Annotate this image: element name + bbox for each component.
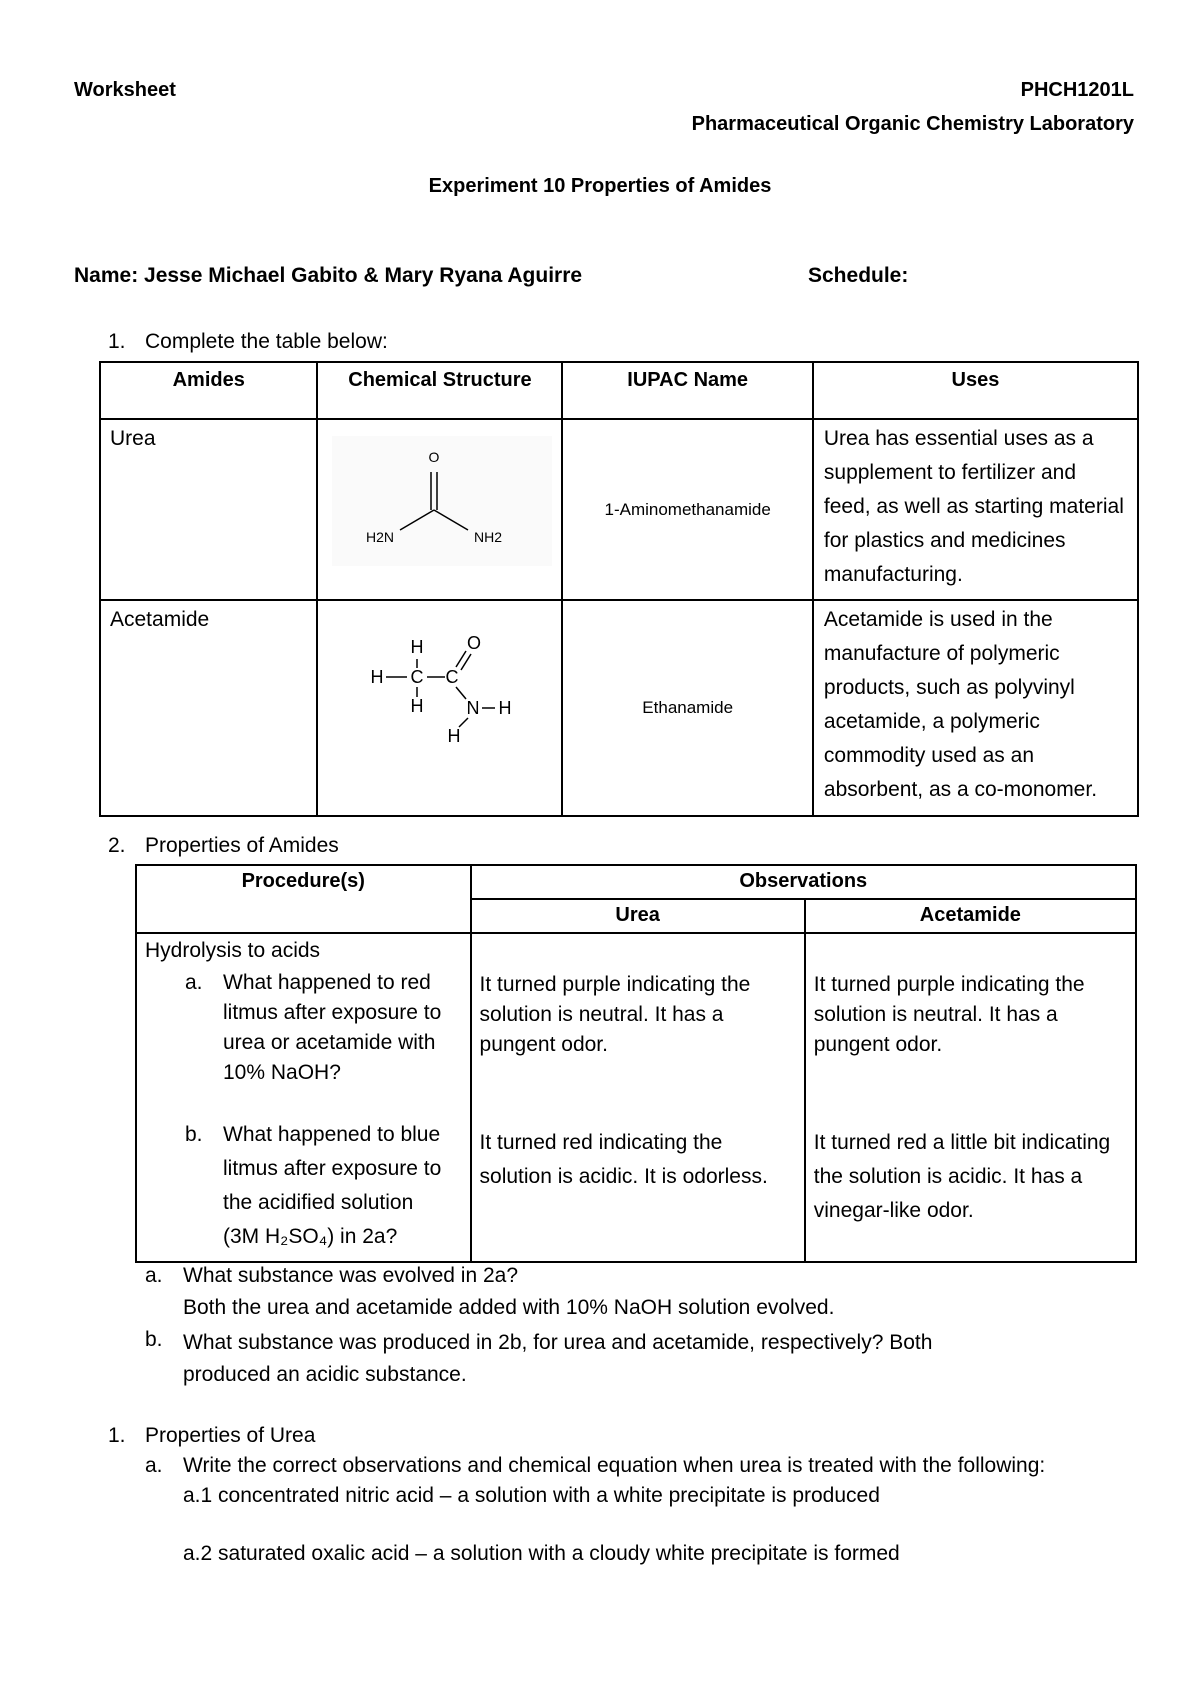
procedure-section-title: Hydrolysis to acids bbox=[145, 939, 321, 962]
table-header-row bbox=[136, 865, 1136, 899]
procedure-list bbox=[145, 968, 462, 1254]
amide-name: Acetamide bbox=[100, 600, 317, 816]
schedule-label: Schedule: bbox=[808, 264, 909, 287]
uses-text: Acetamide is used in the manufacture of polymeric products, such as polyvinyl acetamide, a polymeric commodity used as an absorbent, as a co-monomer. bbox=[813, 600, 1138, 816]
urea-observations-cell bbox=[471, 933, 805, 1262]
acetamide-observations-cell bbox=[805, 933, 1136, 1262]
acetamide-structure-cell bbox=[317, 600, 562, 816]
procedure-cell bbox=[136, 933, 471, 1262]
followup-b-text: What substance was produced in 2b, for urea and acetamide, respectively? Both produced an acidic substance. bbox=[183, 1331, 933, 1386]
table-header-row bbox=[100, 362, 1138, 419]
header-structure: Chemical Structure bbox=[317, 362, 562, 419]
q2-number: 2. bbox=[108, 834, 126, 857]
iupac-name: 1-Aminomethanamide bbox=[562, 419, 812, 600]
acetamide-c2: C bbox=[445, 667, 459, 687]
name-line: Name: Jesse Michael Gabito & Mary Ryana Aguirre bbox=[74, 264, 583, 287]
q3-label: Properties of Urea bbox=[145, 1424, 316, 1447]
course-name: Pharmaceutical Organic Chemistry Laboratory bbox=[691, 113, 1134, 135]
list-item bbox=[145, 968, 462, 1088]
procedure-question: What happened to blue litmus after exposure to the acidified solution bbox=[223, 1123, 442, 1214]
header-procedure: Procedure(s) bbox=[136, 865, 471, 933]
acetamide-c1: C bbox=[410, 667, 424, 687]
followup-a-question: What substance was evolved in 2a? bbox=[183, 1264, 519, 1287]
acetamide-observation-a: It turned purple indicating the solution is neutral. It has a pungent odor. bbox=[813, 973, 1085, 1056]
list-marker: a. bbox=[185, 971, 203, 994]
urea-observation-b: It turned red indicating the solution is acidic. It is odorless. bbox=[479, 1131, 768, 1188]
acetamide-h-n: H bbox=[498, 698, 512, 718]
procedure-question: What happened to red litmus after exposure to urea or acetamide with 10% NaOH? bbox=[223, 971, 442, 1084]
urea-observation-a: It turned purple indicating the solution is neutral. It has a pungent odor. bbox=[479, 973, 751, 1056]
acetamide-h-top: H bbox=[410, 637, 424, 657]
worksheet-label: Worksheet bbox=[74, 79, 176, 101]
q2-label: Properties of Amides bbox=[145, 834, 339, 857]
q3-a2: a.2 saturated oxalic acid – a solution with a cloudy white precipitate is formed bbox=[183, 1542, 900, 1565]
urea-nh2-label: NH2 bbox=[474, 529, 503, 545]
header-acetamide: Acetamide bbox=[805, 899, 1136, 933]
followup-a-answer: Both the urea and acetamide added with 10% NaOH solution evolved. bbox=[183, 1296, 835, 1319]
q3-sub-text: Write the correct observations and chemical equation when urea is treated with the following: bbox=[183, 1454, 1046, 1477]
header-uses: Uses bbox=[813, 362, 1138, 419]
amide-name: Urea bbox=[100, 419, 317, 600]
course-code: PHCH1201L bbox=[1020, 79, 1134, 101]
list-marker: b. bbox=[185, 1123, 203, 1146]
procedure-question-tail: (3M H₂SO₄) in 2a? bbox=[223, 1225, 398, 1248]
acetamide-structure-image bbox=[318, 601, 559, 804]
uses-text: Urea has essential uses as a supplement to fertilizer and feed, as well as starting material for plastics and medicines manufacturing. bbox=[813, 419, 1138, 600]
acetamide-h-left: H bbox=[370, 667, 384, 687]
q1-label: Complete the table below: bbox=[145, 330, 388, 353]
list-item bbox=[145, 1118, 462, 1254]
urea-h2n-label: H2N bbox=[366, 529, 395, 545]
q3-number: 1. bbox=[108, 1424, 126, 1447]
acetamide-h-bottom: H bbox=[410, 696, 424, 716]
iupac-name: Ethanamide bbox=[562, 600, 812, 816]
urea-structure-cell bbox=[317, 419, 562, 600]
header-observations: Observations bbox=[471, 865, 1136, 899]
header-urea: Urea bbox=[471, 899, 805, 933]
table-row bbox=[136, 933, 1136, 1262]
amides-table bbox=[99, 361, 1139, 817]
page-title: Experiment 10 Properties of Amides bbox=[428, 175, 772, 197]
q1-number: 1. bbox=[108, 330, 126, 353]
header-iupac: IUPAC Name bbox=[562, 362, 812, 419]
acetamide-o: O bbox=[467, 633, 482, 653]
acetamide-observation-b: It turned red a little bit indicating the solution is acidic. It has a vinegar-like odor. bbox=[813, 1131, 1111, 1222]
urea-o-label: O bbox=[429, 449, 440, 465]
header-amides: Amides bbox=[100, 362, 317, 419]
table-row bbox=[100, 600, 1138, 816]
followup-a-marker: a. bbox=[145, 1264, 163, 1287]
urea-structure-image bbox=[318, 420, 559, 588]
followup-b-marker: b. bbox=[145, 1328, 163, 1351]
q3-sub-marker: a. bbox=[145, 1454, 163, 1477]
acetamide-h-n2: H bbox=[447, 726, 461, 746]
properties-table bbox=[135, 864, 1137, 1263]
q3-a1: a.1 concentrated nitric acid – a solution with a white precipitate is produced bbox=[183, 1484, 880, 1507]
table-row bbox=[100, 419, 1138, 600]
acetamide-n: N bbox=[466, 698, 480, 718]
